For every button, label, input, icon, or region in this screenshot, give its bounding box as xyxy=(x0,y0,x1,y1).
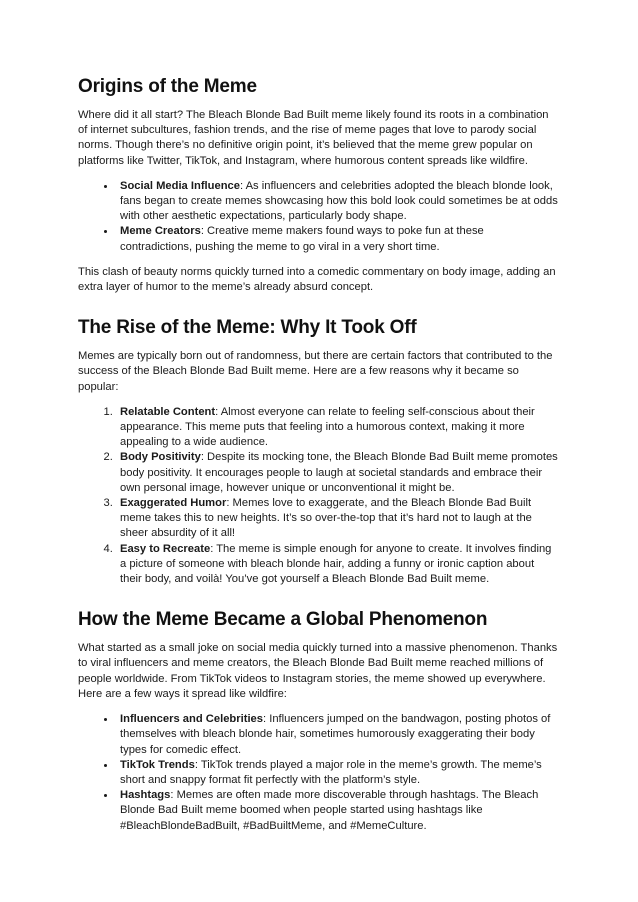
list-item-term: Exaggerated Humor xyxy=(120,497,227,510)
list-item-text: : Despite its mocking tone, the Bleach Blonde Bad Built meme promotes body positivity. It encourages people to laugh at societal standards and embrace their own personal image, however unique or unconventional it might be. xyxy=(120,451,558,494)
list-item-text: : Almost everyone can relate to feeling self-conscious about their appearance. This meme puts that feeling into a humorous context, making it more appealing to a wide audience. xyxy=(120,405,535,449)
list-item xyxy=(116,179,558,225)
list-item-term: Easy to Recreate xyxy=(120,542,211,555)
list-item-term: Hashtags xyxy=(120,789,171,802)
list-item-term: TikTok Trends xyxy=(120,758,195,771)
list-item xyxy=(116,758,558,788)
section-intro: Memes are typically born out of randomness, but there are certain factors that contributed to the success of the Bleach Blonde Bad Built meme. Here are a few reasons why it became so popular: xyxy=(78,350,553,393)
list-item-text: : Influencers jumped on the bandwagon, posting photos of themselves with bleach blonde hair, sometimes humorously exaggerating their body types for comedic effect. xyxy=(120,713,551,756)
section-global xyxy=(78,609,558,833)
list-item-text: : The meme is simple enough for anyone to create. It involves finding a picture of someone with bleach blonde hair, adding a funny or ironic caption about their body, and voilà! You’ve got yourself a Bleach Blonde Bad Built meme. xyxy=(120,542,552,586)
list-item-text: : As influencers and celebrities adopted the bleach blonde look, fans began to create memes showcasing how this bold look could sometimes be at odds with other aesthetic expectations, particularly body shape. xyxy=(120,179,558,223)
list-item-text: : TikTok trends played a major role in the meme’s growth. The meme’s short and snappy format fit perfectly with the platform’s style. xyxy=(120,758,542,786)
list-item xyxy=(116,788,558,834)
list-item-text: : Memes are often made more discoverable through hashtags. The Bleach Blonde Bad Built meme boomed when people started using hashtags like #BleachBlondeBadBuilt, #BadBuiltMeme, and #MemeCulture. xyxy=(120,789,539,832)
list-item-term: Meme Creators xyxy=(120,225,201,238)
list-item xyxy=(116,224,558,254)
list-item-term: Influencers and Celebrities xyxy=(120,713,263,726)
section-origins xyxy=(78,76,558,295)
list-item-term: Relatable Content xyxy=(120,405,216,418)
list-item-text: : Creative meme makers found ways to poke fun at these contradictions, pushing the meme to go viral in a very short time. xyxy=(120,225,484,253)
list-item xyxy=(116,712,558,758)
list-item xyxy=(116,542,558,588)
section-rise xyxy=(78,317,558,587)
list-item-term: Social Media Influence xyxy=(120,179,240,192)
numbered-list xyxy=(78,405,558,587)
section-intro: What started as a small joke on social media quickly turned into a massive phenomenon. Thanks to viral influencers and meme creators, the Bleach Blonde Bad Built meme reached millions of people worldwide. From TikTok videos to Instagram stories, the meme showed up everywhere. Here are a few ways it spread like wildfire: xyxy=(78,642,558,700)
section-heading: How the Meme Became a Global Phenomenon xyxy=(78,609,488,631)
section-heading: Origins of the Meme xyxy=(78,76,257,97)
list-item xyxy=(116,450,558,496)
section-intro: Where did it all start? The Bleach Blonde Bad Built meme likely found its roots in a combination of internet subcultures, fashion trends, and the rise of meme pages that love to parody social norms. Though there’s no definitive origin point, it’s believed that the meme grew popular on platforms like Twitter, TikTok, and Instagram, where humorous content spreads like wildfire. xyxy=(78,109,549,167)
list-item xyxy=(116,496,558,542)
list-item-term: Body Positivity xyxy=(120,451,201,464)
bullet-list xyxy=(78,712,558,834)
list-item-text: : Memes love to exaggerate, and the Bleach Blonde Bad Built meme takes this to new heights. It’s so over-the-top that it’s hard not to laugh at the sheer absurdity of it all! xyxy=(120,497,532,540)
bullet-list xyxy=(78,179,558,255)
section-heading: The Rise of the Meme: Why It Took Off xyxy=(78,317,417,339)
section-outro: This clash of beauty norms quickly turned into a comedic commentary on body image, adding an extra layer of humor to the meme’s already absurd concept. xyxy=(78,265,556,294)
list-item xyxy=(116,405,558,451)
